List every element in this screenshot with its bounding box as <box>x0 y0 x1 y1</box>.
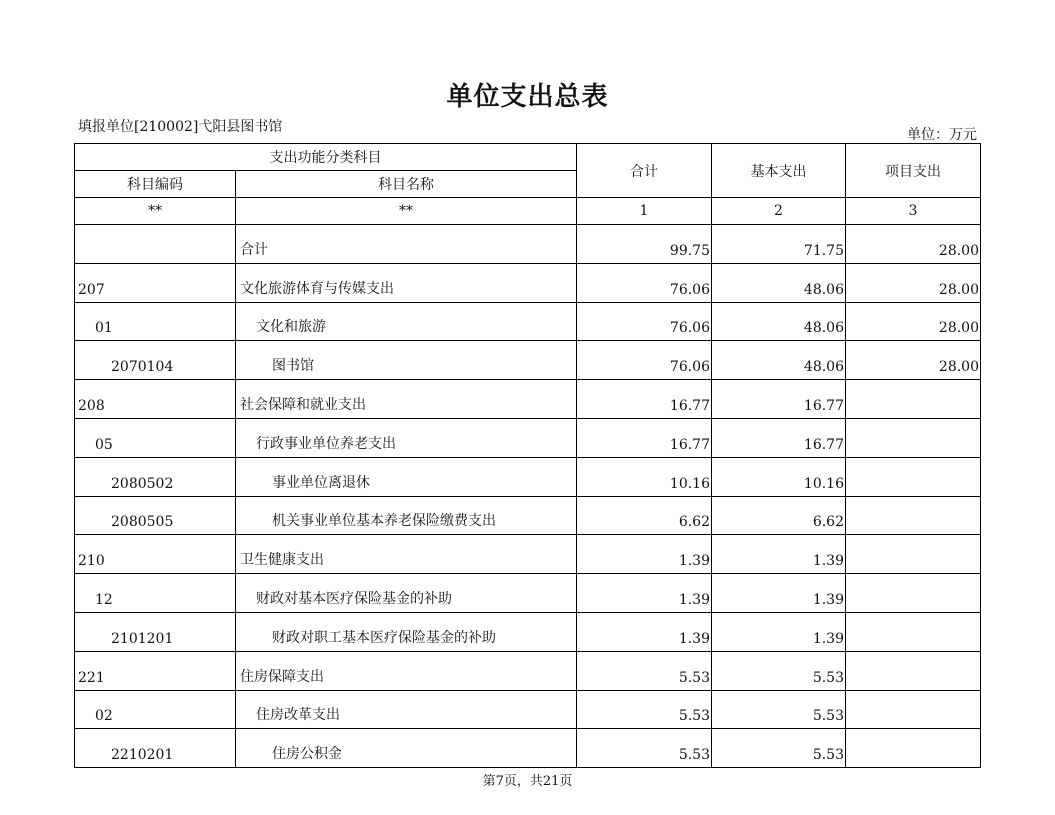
basic-cell: 16.77 <box>712 380 846 419</box>
header-row-3 <box>75 198 981 225</box>
name-cell: 社会保障和就业支出 <box>236 380 577 419</box>
code-cell <box>75 225 236 264</box>
code-cell: 2080505 <box>75 496 236 535</box>
total-cell: 1.39 <box>577 612 712 651</box>
code-cell: 2080502 <box>75 457 236 496</box>
name-cell: 文化旅游体育与传媒支出 <box>236 263 577 302</box>
code-cell: 2101201 <box>75 612 236 651</box>
table-row <box>75 263 981 302</box>
basic-cell: 1.39 <box>712 574 846 613</box>
basic-cell: 5.53 <box>712 690 846 729</box>
basic-cell: 48.06 <box>712 341 846 380</box>
header-total: 合计 <box>577 144 712 198</box>
table-row <box>75 651 981 690</box>
reporting-unit: 填报单位[210002]弋阳县图书馆 <box>78 119 283 135</box>
name-cell: 住房改革支出 <box>236 690 577 729</box>
name-cell: 图书馆 <box>236 341 577 380</box>
basic-cell: 48.06 <box>712 302 846 341</box>
table-row <box>75 302 981 341</box>
table-row <box>75 457 981 496</box>
basic-cell: 1.39 <box>712 535 846 574</box>
table-row <box>75 612 981 651</box>
code-cell: 221 <box>75 651 236 690</box>
code-cell: 12 <box>75 574 236 613</box>
name-cell: 事业单位离退休 <box>236 457 577 496</box>
name-cell: 财政对基本医疗保险基金的补助 <box>236 574 577 613</box>
project-cell <box>846 651 981 690</box>
total-cell: 1.39 <box>577 535 712 574</box>
name-cell: 合计 <box>236 225 577 264</box>
total-cell: 5.53 <box>577 690 712 729</box>
basic-cell: 1.39 <box>712 612 846 651</box>
name-cell: 卫生健康支出 <box>236 535 577 574</box>
total-cell: 99.75 <box>577 225 712 264</box>
total-cell: 16.77 <box>577 418 712 457</box>
code-cell: 208 <box>75 380 236 419</box>
total-cell: 1.39 <box>577 574 712 613</box>
table-row <box>75 341 981 380</box>
project-cell <box>846 690 981 729</box>
project-cell <box>846 496 981 535</box>
name-cell: 住房保障支出 <box>236 651 577 690</box>
table-row <box>75 535 981 574</box>
basic-cell: 16.77 <box>712 418 846 457</box>
project-cell: 28.00 <box>846 263 981 302</box>
project-cell: 28.00 <box>846 341 981 380</box>
total-cell: 10.16 <box>577 457 712 496</box>
page-footer: 第7页，共21页 <box>482 774 573 789</box>
project-cell <box>846 612 981 651</box>
table-row <box>75 729 981 768</box>
name-cell: 行政事业单位养老支出 <box>236 418 577 457</box>
header-col-1: 1 <box>577 198 712 225</box>
total-cell: 16.77 <box>577 380 712 419</box>
name-cell: 文化和旅游 <box>236 302 577 341</box>
code-cell: 210 <box>75 535 236 574</box>
total-cell: 5.53 <box>577 729 712 768</box>
header-name-marker: ** <box>236 198 577 225</box>
basic-cell: 5.53 <box>712 651 846 690</box>
total-cell: 76.06 <box>577 263 712 302</box>
table-row <box>75 690 981 729</box>
basic-cell: 5.53 <box>712 729 846 768</box>
project-cell <box>846 418 981 457</box>
header-name: 科目名称 <box>236 171 577 198</box>
project-cell: 28.00 <box>846 225 981 264</box>
page-title: 单位支出总表 <box>446 82 609 112</box>
header-project: 项目支出 <box>846 144 981 198</box>
basic-cell: 71.75 <box>712 225 846 264</box>
header-function-group: 支出功能分类科目 <box>75 144 577 171</box>
money-unit: 单位：万元 <box>907 127 977 143</box>
total-cell: 76.06 <box>577 341 712 380</box>
header-row-1 <box>75 144 981 171</box>
basic-cell: 10.16 <box>712 457 846 496</box>
project-cell <box>846 729 981 768</box>
code-cell: 02 <box>75 690 236 729</box>
name-cell: 财政对职工基本医疗保险基金的补助 <box>236 612 577 651</box>
total-cell: 6.62 <box>577 496 712 535</box>
table-row <box>75 496 981 535</box>
table-row <box>75 380 981 419</box>
code-cell: 207 <box>75 263 236 302</box>
header-basic: 基本支出 <box>712 144 846 198</box>
project-cell: 28.00 <box>846 302 981 341</box>
header-code-marker: ** <box>75 198 236 225</box>
table-row <box>75 574 981 613</box>
total-cell: 76.06 <box>577 302 712 341</box>
table-row <box>75 225 981 264</box>
header-col-2: 2 <box>712 198 846 225</box>
project-cell <box>846 457 981 496</box>
code-cell: 05 <box>75 418 236 457</box>
header-code: 科目编码 <box>75 171 236 198</box>
total-cell: 5.53 <box>577 651 712 690</box>
table-row <box>75 418 981 457</box>
header-col-3: 3 <box>846 198 981 225</box>
expenditure-table <box>74 143 981 768</box>
code-cell: 01 <box>75 302 236 341</box>
code-cell: 2070104 <box>75 341 236 380</box>
basic-cell: 48.06 <box>712 263 846 302</box>
basic-cell: 6.62 <box>712 496 846 535</box>
name-cell: 机关事业单位基本养老保险缴费支出 <box>236 496 577 535</box>
project-cell <box>846 574 981 613</box>
name-cell: 住房公积金 <box>236 729 577 768</box>
project-cell <box>846 535 981 574</box>
code-cell: 2210201 <box>75 729 236 768</box>
project-cell <box>846 380 981 419</box>
